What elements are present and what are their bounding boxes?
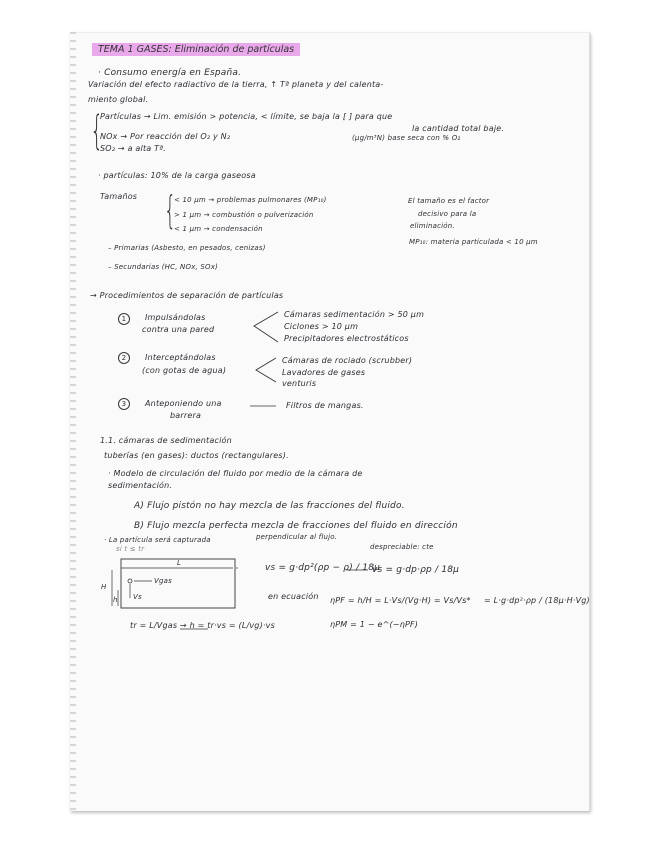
particles-def: · partículas: 10% de la carga gaseosa	[98, 171, 256, 180]
flow-b: B) Flujo mezcla perfecta mezcla de fracciones del fluido en dirección	[134, 521, 458, 531]
captured-note: · La partícula será capturada	[104, 536, 211, 544]
particle	[128, 579, 132, 583]
bracket	[254, 312, 278, 342]
model-text: sedimentación.	[108, 481, 173, 490]
secondary-particles: – Secundarias (HC, NOx, SOx)	[108, 263, 219, 271]
residence-time: tr = L/Vgas → h = tr·vs = (L/vg)·vs	[130, 621, 275, 630]
size-item: < 1 µm → condensación	[174, 225, 263, 233]
bracket	[256, 358, 276, 382]
procedure-left: contra una pared	[142, 325, 215, 334]
side-note: decisivo para la	[418, 210, 477, 218]
procedure-right: venturis	[282, 379, 317, 388]
procedure-left: (con gotas de agua)	[142, 366, 227, 375]
emission-line: SO₂ → a alta Tª.	[100, 144, 166, 153]
model-text: · Modelo de circulación del fluido por medio de la cámara de	[108, 469, 363, 478]
emission-line: NOx → Por reacción del O₂ y N₂	[100, 132, 231, 141]
flow-a: A) Flujo pistón no hay mezcla de las fracciones del fluido.	[134, 501, 405, 511]
size-item: > 1 µm → combustión o pulverización	[174, 211, 314, 219]
procedure-left: Anteponiendo una	[145, 399, 222, 408]
procedures-heading: → Procedimientos de separación de partículas	[90, 291, 284, 300]
procedure-right: Lavadores de gases	[282, 368, 366, 377]
procedure-right: Cámaras de rociado (scrubber)	[282, 356, 413, 365]
number-badge: 1	[118, 313, 130, 325]
number-badge: 3	[118, 398, 130, 410]
size-item: < 10 µm → problemas pulmonares (MP₁₀)	[174, 196, 327, 204]
flow-b: perpendicular al flujo.	[256, 533, 338, 541]
in-equation-label: en ecuación	[268, 592, 319, 601]
side-note: El tamaño es el factor	[408, 197, 490, 205]
label-h: h	[113, 596, 118, 604]
label-vgas: Vgas	[154, 577, 172, 585]
emission-line: la cantidad total baje.	[412, 124, 505, 133]
brace: {	[90, 108, 104, 154]
brace: {	[164, 188, 177, 232]
page-title: TEMA 1 GASES: Eliminación de partículas	[92, 43, 300, 56]
number-badge: 2	[118, 352, 130, 364]
procedure-left: Impulsándolas	[145, 313, 206, 322]
emission-line: (µg/m³N) base seca con % O₂	[352, 134, 461, 142]
mp-note: MP₁₀: materia particulada < 10 µm	[409, 238, 538, 246]
primary-particles: – Primarias (Asbesto, en pesados, cenizas)	[108, 244, 266, 252]
procedure-left: Interceptándolas	[145, 353, 216, 362]
emission-line: Partículas → Lim. emisión > potencia, < límite, se baja la [ ] para que	[100, 112, 393, 121]
formula-vs-simplified: vs = g·dp·ρp / 18µ	[372, 565, 460, 575]
label-L: L	[177, 559, 182, 567]
intro-line: · Consumo energía en España.	[98, 68, 242, 78]
section-heading: 1.1. cámaras de sedimentación	[100, 436, 232, 445]
procedure-right: Ciclones > 10 µm	[284, 322, 359, 331]
procedure-left: barrera	[170, 411, 202, 420]
procedure-right: Filtros de mangas.	[286, 401, 364, 410]
label-H: H	[101, 583, 107, 591]
sizes-label: Tamaños	[100, 192, 138, 201]
efficiency-piston: ηPF = h/H = L·Vs/(Vg·H) = Vs/Vs*	[330, 596, 471, 605]
intro-line: Variación del efecto radiactivo de la tierra, ↑ Tª planeta y del calenta-	[88, 80, 384, 89]
procedure-right: Precipitadores electrostáticos	[284, 334, 409, 343]
formula-vs: vs = g·dp²(ρp − ρ) / 18µ	[265, 563, 381, 573]
efficiency-mix: ηPM = 1 − e^(−ηPF)	[330, 620, 419, 629]
ducts-text: tuberías (en gases): ductos (rectangulares).	[104, 451, 289, 460]
negligible-note: despreciable: cte	[370, 543, 434, 551]
label-vs: Vs	[133, 593, 142, 601]
side-note: eliminación.	[410, 222, 455, 230]
procedure-right: Cámaras sedimentación > 50 µm	[284, 310, 425, 319]
captured-note: si t ≤ tr	[116, 545, 145, 553]
efficiency-result: = L·g·dp²·ρp / (18µ·H·Vg)	[484, 596, 590, 605]
intro-line: miento global.	[88, 95, 149, 104]
